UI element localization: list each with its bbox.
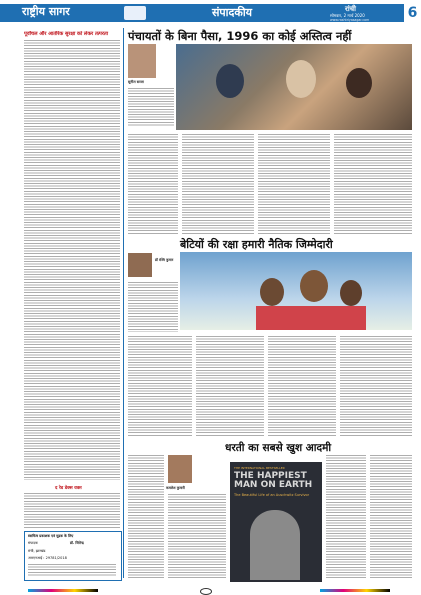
masthead-logo-image [124,6,146,20]
left-column-title: पूर्वांचल और आतंरिक सुरक्षा को लेकर तत्परता [24,31,109,37]
imprint-contact: रांची, झारखंड [28,549,46,553]
book-title: THE HAPPIEST MAN ON EARTH [234,471,313,490]
book-tag: THE INTERNATIONAL BESTSELLER [234,466,285,470]
second-col-4 [340,336,412,436]
main-col-1 [128,134,178,234]
book-subtitle: The Beautiful Life of an Auschwitz Survivor [234,493,310,497]
third-col-1 [128,455,164,579]
left-column-text [24,40,120,480]
main-col-4 [334,134,412,234]
imprint-editor-label: संपादक [28,541,38,545]
imprint-registration: आरएनआई : 29781/2018 [28,556,67,560]
imprint-box [24,531,122,581]
site-url: www.rashtriyasagar.com [330,18,370,22]
left-box-title: द रेड डेक्स वक्त [55,486,82,491]
main-author-photo [128,44,156,78]
second-col-1 [128,336,192,436]
main-intro-text [128,88,174,126]
page-number: 6 [404,0,421,26]
edition-city: रांची [345,5,356,13]
main-col-2 [182,134,254,234]
imprint-text [28,564,116,576]
second-byline: डॉ रश्मि कुमार [155,258,174,262]
edition-date: सोमवार, 2 मार्च 2020 [330,13,365,18]
third-headline: धरती का सबसे खुश आदमी [225,442,332,454]
third-col-4 [370,455,412,579]
second-author-photo [128,253,152,277]
imprint-editor-name: डॉ. जितेन्द्र [70,541,84,545]
main-byline: सुनील सरला [128,80,144,84]
book-cover-image [230,462,322,582]
second-col-2 [196,336,264,436]
column-divider [123,28,124,578]
main-article-photo [176,44,412,130]
third-author-photo [168,455,192,483]
page-header [0,0,421,26]
section-title: संपादकीय [212,6,253,19]
second-col-3 [268,336,336,436]
second-headline: बेटियों की रक्षा हमारी नैतिक जिम्मेदारी [180,238,333,251]
main-col-3 [258,134,330,234]
main-headline: पंचायतों के बिना पैसा, 1996 का कोई अस्तित्व नहीं [128,29,352,43]
third-byline: कमलेश कुमारी [166,486,185,490]
print-registration-strip [0,586,421,595]
second-intro-text [128,282,178,332]
left-box-text [24,493,120,529]
second-article-photo [180,252,412,330]
imprint-owner: स्वामित्व प्रकाशक एवं मुद्रक के लिए [28,534,74,538]
masthead-brand: राष्ट्रीय सागर [22,5,70,18]
third-col-3 [326,455,366,579]
third-col-2 [168,494,226,579]
